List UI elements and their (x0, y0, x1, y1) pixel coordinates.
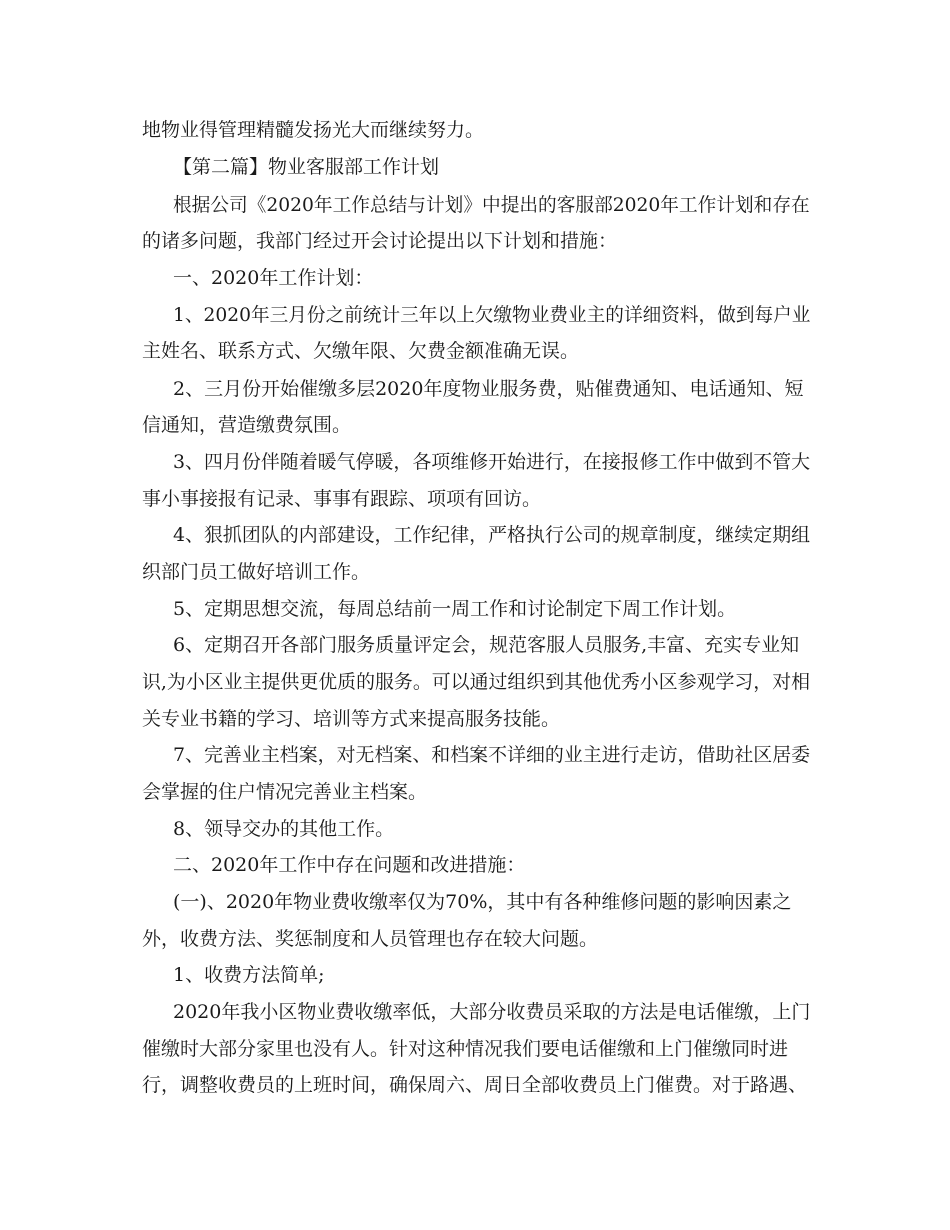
paragraph-line: 行，调整收费员的上班时间，确保周六、周日全部收费员上门催费。对于路遇、 (142, 1074, 808, 1096)
paragraph-line: 地物业得管理精髓发扬光大而继续努力。 (142, 119, 485, 141)
list-item: 1、2020年三月份之前统计三年以上欠缴物业费业主的详细资料，做到每户业 (173, 304, 811, 326)
list-item: 2、三月份开始催缴多层2020年度物业服务费，贴催费通知、电话通知、短 (173, 378, 804, 400)
subheading: 二、2020年工作中存在问题和改进措施： (173, 854, 526, 876)
section-heading: 【第二篇】物业客服部工作计划 (173, 156, 440, 178)
paragraph-line: 主姓名、联系方式、欠缴年限、欠费金额准确无误。 (142, 340, 580, 362)
list-item: 5、定期思想交流，每周总结前一周工作和讨论制定下周工作计划。 (173, 598, 737, 620)
list-item: 7、完善业主档案，对无档案、和档案不详细的业主进行走访，借助社区居委 (173, 744, 811, 766)
paragraph-line: 催缴时大部分家里也没有人。针对这种情况我们要电话催缴和上门催缴同时进 (142, 1038, 789, 1060)
list-item: 8、领导交办的其他工作。 (173, 818, 395, 840)
paragraph-line: 的诸多问题，我部门经过开会讨论提出以下计划和措施： (142, 230, 618, 252)
paragraph-line: 根据公司《2020年工作总结与计划》中提出的客服部2020年工作计划和存在 (173, 194, 810, 216)
list-item: (一)、2020年物业费收缴率仅为70%，其中有各种维修问题的影响因素之 (173, 891, 792, 913)
paragraph-line: 会掌握的住户情况完善业主档案。 (142, 781, 428, 803)
list-item: 1、收费方法简单; (173, 964, 325, 986)
paragraph-line: 织部门员工做好培训工作。 (142, 561, 371, 583)
list-item: 4、狠抓团队的内部建设，工作纪律，严格执行公司的规章制度，继续定期组 (173, 524, 811, 546)
paragraph-line: 信通知，营造缴费氛围。 (142, 414, 352, 436)
paragraph-line: 识,为小区业主提供更优质的服务。可以通过组织到其他优秀小区参观学习，对相 (142, 671, 811, 693)
paragraph-line: 外，收费方法、奖惩制度和人员管理也存在较大问题。 (142, 928, 599, 950)
paragraph-line: 2020年我小区物业费收缴率低，大部分收费员采取的方法是电话催缴，上门 (173, 1001, 811, 1023)
paragraph-line: 事小事接报有记录、事事有跟踪、项项有回访。 (142, 488, 542, 510)
paragraph-line: 关专业书籍的学习、培训等方式来提高服务技能。 (142, 708, 561, 730)
list-item: 6、定期召开各部门服务质量评定会，规范客服人员服务,丰富、充实专业知 (173, 634, 800, 656)
list-item: 3、四月份伴随着暖气停暖，各项维修开始进行，在接报修工作中做到不管大 (173, 451, 811, 473)
subheading: 一、2020年工作计划： (173, 267, 374, 289)
